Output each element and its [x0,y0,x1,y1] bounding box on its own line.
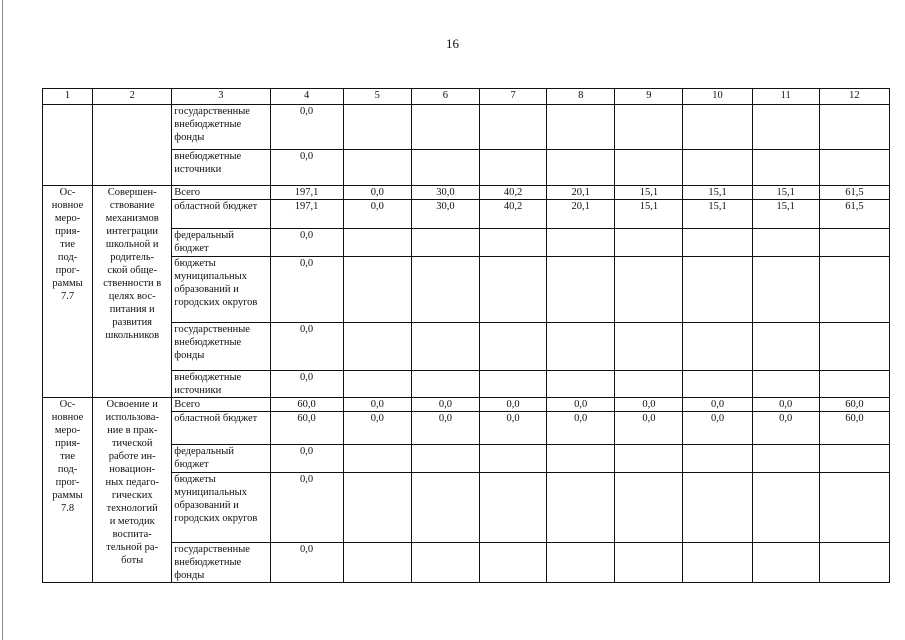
value-cell [547,150,615,186]
funding-source-cell: Всего [172,186,270,200]
value-cell: 30,0 [411,200,479,229]
header-cell: 2 [93,89,172,105]
value-cell: 0,0 [270,105,343,150]
value-cell: 197,1 [270,186,343,200]
value-cell: 0,0 [270,543,343,583]
value-cell [479,371,546,398]
value-cell: 61,5 [819,200,889,229]
value-cell [411,150,479,186]
value-cell: 0,0 [343,186,411,200]
value-cell: 0,0 [752,398,819,412]
page-number: 16 [446,36,459,51]
value-cell: 15,1 [752,186,819,200]
funding-source-cell: бюджеты муниципальных образований и городских округов [172,473,270,543]
funding-source-cell: Всего [172,398,270,412]
header-cell: 3 [172,89,270,105]
value-cell [547,543,615,583]
funding-source-cell: государственные внебюджетные фонды [172,105,270,150]
value-cell [752,229,819,257]
value-cell [615,150,683,186]
value-cell: 0,0 [411,412,479,445]
table-row [43,398,890,412]
value-cell [819,543,889,583]
event-name-cell: Ос- новное меро- прия- тие под- прог- раммы 7.8 [43,398,93,583]
value-cell [683,229,752,257]
value-cell [819,229,889,257]
value-cell [819,150,889,186]
value-cell [683,257,752,323]
value-cell [411,257,479,323]
funding-source-cell: государственные внебюджетные фонды [172,543,270,583]
value-cell: 197,1 [270,200,343,229]
value-cell [752,105,819,150]
table-body [43,105,890,583]
header-cell: 12 [819,89,889,105]
value-cell: 0,0 [683,398,752,412]
value-cell [683,371,752,398]
value-cell [752,257,819,323]
value-cell [479,473,546,543]
value-cell [343,229,411,257]
event-description-cell: Освоение и использова- ние в прак- тической работе ин- новацион- ных педаго- гических технологий и методик воспита- тельной ра- боты [93,398,172,583]
value-cell [819,371,889,398]
value-cell [683,150,752,186]
value-cell [343,105,411,150]
value-cell: 0,0 [343,200,411,229]
value-cell [343,323,411,371]
value-cell: 0,0 [411,398,479,412]
value-cell: 15,1 [683,186,752,200]
value-cell: 0,0 [343,412,411,445]
value-cell [683,323,752,371]
funding-source-cell: областной бюджет [172,200,270,229]
value-cell: 0,0 [752,412,819,445]
value-cell [752,445,819,473]
value-cell [343,473,411,543]
value-cell [615,323,683,371]
value-cell [615,229,683,257]
header-cell: 11 [752,89,819,105]
value-cell: 0,0 [270,323,343,371]
value-cell [819,445,889,473]
value-cell: 15,1 [752,200,819,229]
value-cell [819,257,889,323]
value-cell: 15,1 [683,200,752,229]
value-cell [479,150,546,186]
value-cell [752,323,819,371]
value-cell [343,150,411,186]
funding-source-cell: внебюджетные источники [172,150,270,186]
value-cell: 0,0 [270,229,343,257]
value-cell [479,543,546,583]
value-cell: 0,0 [479,412,546,445]
header-cell: 9 [615,89,683,105]
value-cell [752,150,819,186]
value-cell [343,371,411,398]
header-cell: 5 [343,89,411,105]
header-cell: 8 [547,89,615,105]
header-cell: 10 [683,89,752,105]
value-cell [615,473,683,543]
description-cell-empty [93,105,172,186]
value-cell [343,257,411,323]
funding-source-cell: государственные внебюджетные фонды [172,323,270,371]
value-cell: 40,2 [479,200,546,229]
value-cell [547,473,615,543]
value-cell [411,543,479,583]
value-cell [683,473,752,543]
funding-source-cell: внебюджетные источники [172,371,270,398]
value-cell [343,543,411,583]
value-cell: 60,0 [819,412,889,445]
value-cell: 0,0 [547,398,615,412]
funding-source-cell: федеральный бюджет [172,445,270,473]
value-cell [411,323,479,371]
value-cell: 61,5 [819,186,889,200]
value-cell [683,445,752,473]
value-cell [479,257,546,323]
value-cell [547,229,615,257]
value-cell: 20,1 [547,186,615,200]
event-description-cell: Совершен- ствование механизмов интеграции школьной и родитель- ской обще- ственности в целях вос- питания и развития школьников [93,186,172,398]
value-cell [683,543,752,583]
value-cell: 0,0 [615,398,683,412]
value-cell: 0,0 [270,445,343,473]
page-edge-line [2,0,3,640]
value-cell [547,257,615,323]
table-row [43,105,890,150]
funding-source-cell: областной бюджет [172,412,270,445]
value-cell [547,445,615,473]
header-cell: 4 [270,89,343,105]
header-cell: 7 [479,89,546,105]
funding-source-cell: бюджеты муниципальных образований и городских округов [172,257,270,323]
value-cell [547,323,615,371]
value-cell: 0,0 [270,371,343,398]
value-cell [411,229,479,257]
value-cell [615,105,683,150]
value-cell: 60,0 [270,398,343,412]
value-cell [683,105,752,150]
value-cell: 40,2 [479,186,546,200]
value-cell [615,543,683,583]
value-cell: 30,0 [411,186,479,200]
value-cell: 0,0 [270,150,343,186]
value-cell [479,105,546,150]
header-cell: 1 [43,89,93,105]
value-cell [411,371,479,398]
value-cell: 15,1 [615,186,683,200]
event-name-cell: Ос- новное меро- прия- тие под- прог- раммы 7.7 [43,186,93,398]
value-cell [615,371,683,398]
header-row [43,89,890,105]
value-cell: 0,0 [683,412,752,445]
value-cell [752,543,819,583]
event-cell-empty [43,105,93,186]
value-cell: 0,0 [479,398,546,412]
value-cell [479,445,546,473]
value-cell [819,473,889,543]
value-cell [411,473,479,543]
table-row [43,186,890,200]
value-cell [411,445,479,473]
value-cell: 0,0 [270,473,343,543]
value-cell: 0,0 [270,257,343,323]
value-cell: 20,1 [547,200,615,229]
value-cell: 0,0 [547,412,615,445]
value-cell [752,473,819,543]
value-cell [819,105,889,150]
value-cell [411,105,479,150]
value-cell [343,445,411,473]
funding-source-cell: федеральный бюджет [172,229,270,257]
value-cell: 60,0 [270,412,343,445]
value-cell: 0,0 [615,412,683,445]
budget-table [42,88,890,583]
value-cell [479,323,546,371]
header-cell: 6 [411,89,479,105]
value-cell: 60,0 [819,398,889,412]
value-cell [547,105,615,150]
value-cell [615,257,683,323]
value-cell: 15,1 [615,200,683,229]
value-cell [479,229,546,257]
value-cell [752,371,819,398]
value-cell [547,371,615,398]
value-cell: 0,0 [343,398,411,412]
value-cell [615,445,683,473]
value-cell [819,323,889,371]
